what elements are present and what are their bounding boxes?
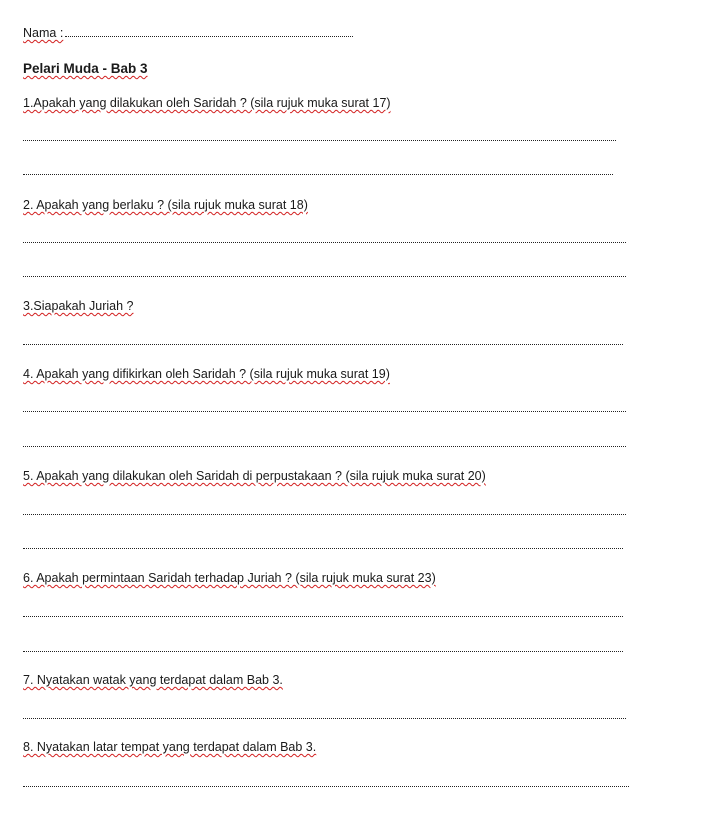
answer-line-4a[interactable] (23, 409, 626, 412)
question-3: 3.Siapakah Juriah ? (23, 299, 134, 313)
question-4: 4. Apakah yang difikirkan oleh Saridah ? (sila rujuk muka surat 19) (23, 367, 390, 381)
question-1: 1.Apakah yang dilakukan oleh Saridah ? (sila rujuk muka surat 17) (23, 96, 391, 110)
name-label: Nama : (23, 26, 64, 40)
answer-line-6a[interactable] (23, 614, 623, 617)
question-2: 2. Apakah yang berlaku ? (sila rujuk muka surat 18) (23, 198, 308, 212)
answer-line-1b[interactable] (23, 172, 613, 175)
name-blank[interactable] (65, 26, 353, 37)
answer-line-2a[interactable] (23, 240, 626, 243)
answer-line-4b[interactable] (23, 444, 626, 447)
answer-line-2b[interactable] (23, 274, 626, 277)
question-8: 8. Nyatakan latar tempat yang terdapat dalam Bab 3. (23, 740, 317, 754)
worksheet-title: Pelari Muda - Bab 3 (23, 61, 148, 76)
question-5: 5. Apakah yang dilakukan oleh Saridah di perpustakaan ? (sila rujuk muka surat 20) (23, 469, 486, 483)
answer-line-3a[interactable] (23, 342, 623, 345)
question-7: 7. Nyatakan watak yang terdapat dalam Bab 3. (23, 673, 283, 687)
answer-line-5a[interactable] (23, 512, 626, 515)
answer-line-5b[interactable] (23, 546, 623, 549)
name-row (23, 25, 353, 41)
answer-line-7a[interactable] (23, 716, 626, 719)
question-6: 6. Apakah permintaan Saridah terhadap Juriah ? (sila rujuk muka surat 23) (23, 571, 436, 585)
answer-line-1a[interactable] (23, 138, 616, 141)
answer-line-6b[interactable] (23, 649, 623, 652)
answer-line-8a[interactable] (23, 784, 629, 787)
